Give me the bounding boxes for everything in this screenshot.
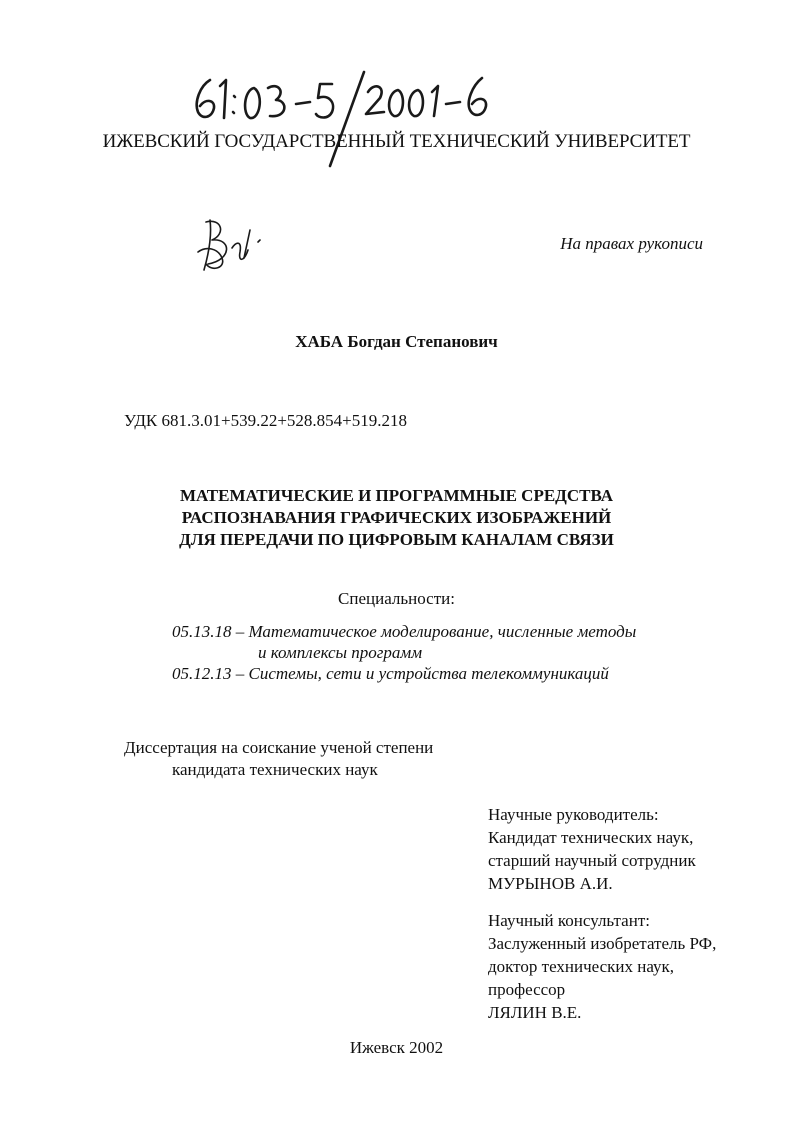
specialty-item: 05.12.13 – Системы, сети и устройства телекоммуникаций (172, 664, 609, 683)
handwritten-call-number (180, 62, 520, 172)
dissertation-degree-line: кандидата технических наук (172, 760, 378, 779)
specialty-item: 05.13.18 – Математическое моделирование, численные методы (172, 622, 637, 641)
supervisors-line: старший научный сотрудник (488, 851, 696, 870)
dissertation-degree-line: Диссертация на соискание ученой степени (124, 738, 434, 757)
university-name: ИЖЕВСКИЙ ГОСУДАРСТВЕННЫЙ ТЕХНИЧЕСКИЙ УНИВЕРСИТЕТ (102, 131, 691, 152)
signature (192, 212, 272, 282)
title-line: МАТЕМАТИЧЕСКИЕ И ПРОГРАММНЫЕ СРЕДСТВА (179, 486, 614, 505)
title-line: РАСПОЗНАВАНИЯ ГРАФИЧЕСКИХ ИЗОБРАЖЕНИЙ (181, 508, 612, 527)
udk-code: УДК 681.3.01+539.22+528.854+519.218 (124, 411, 408, 430)
supervisors-line: Кандидат технических наук, (488, 828, 694, 847)
rights-note: На правах рукописи (560, 234, 703, 253)
title-line: ДЛЯ ПЕРЕДАЧИ ПО ЦИФРОВЫМ КАНАЛАМ СВЯЗИ (179, 530, 614, 549)
supervisors-line: Научные руководитель: (488, 805, 659, 824)
consultant-line: Заслуженный изобретатель РФ, (488, 934, 717, 953)
consultant-line: доктор технических наук, (488, 957, 675, 976)
supervisors-line: МУРЫНОВ А.И. (488, 874, 613, 893)
consultant-line: ЛЯЛИН В.Е. (488, 1003, 582, 1022)
consultant-line: профессор (488, 980, 566, 999)
dissertation-title (0, 485, 793, 551)
author-name: ХАБА Богдан Степанович (295, 332, 498, 351)
specialties-label: Специальности: (338, 589, 455, 608)
consultant-line: Научный консультант: (488, 911, 650, 930)
consultant-block (488, 909, 716, 1024)
supervisors-block (488, 803, 696, 895)
city-year: Ижевск 2002 (349, 1038, 444, 1057)
specialty-item-continuation: и комплексы программ (258, 643, 423, 662)
